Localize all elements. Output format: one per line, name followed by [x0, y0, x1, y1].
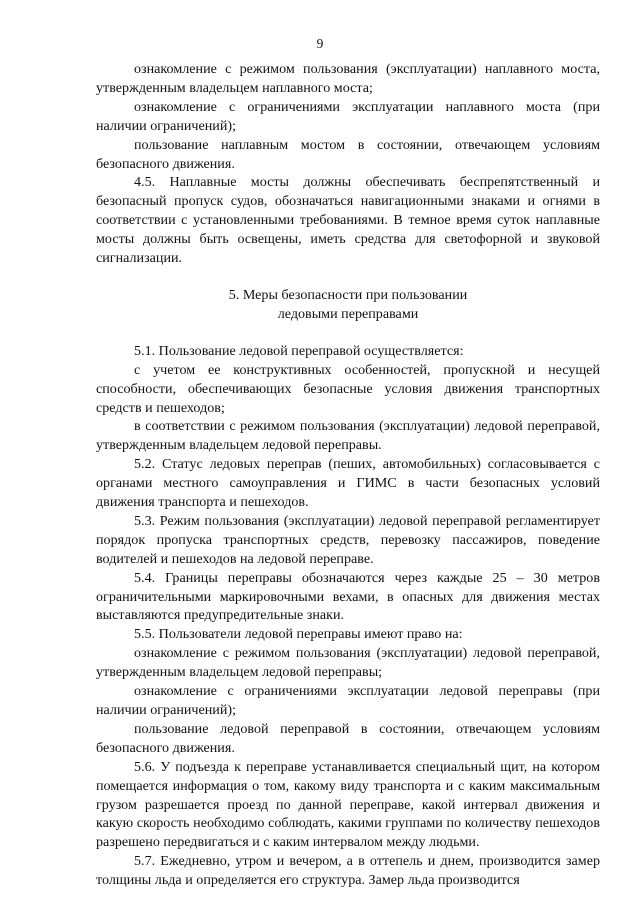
- paragraph: 5.7. Ежедневно, утром и вечером, а в оттепель и днем, производится замер толщины льда и определяется его структура. Замер льда производится: [96, 853, 600, 889]
- section-heading-line: ледовыми переправами: [277, 305, 419, 322]
- paragraph: пользование наплавным мостом в состоянии, отвечающем условиям безопасного движения.: [96, 136, 600, 172]
- paragraph: ознакомление с ограничениями эксплуатации наплавного моста (при наличии ограничений);: [96, 98, 600, 134]
- paragraph: 5.1. Пользование ледовой переправой осуществляется:: [134, 342, 464, 359]
- paragraph: ознакомление с ограничениями эксплуатации ледовой переправы (при наличии ограничений);: [96, 683, 600, 718]
- paragraph: с учетом ее конструктивных особенностей, пропускной и несущей способности, обеспечивающих безопасные условия движения транспортных средств и пешеходов;: [96, 361, 600, 416]
- paragraph: пользование ледовой переправой в состоянии, отвечающем условиям безопасного движения.: [96, 720, 600, 756]
- paragraph: 5.4. Границы переправы обозначаются через каждые 25 – 30 метров ограничительными маркировочными вехами, в опасных для движения местах выставляются предупредительные знаки.: [96, 569, 600, 624]
- paragraph: 5.3. Режим пользования (эксплуатации) ледовой переправой регламентирует порядок пропуска транспортных средств, перевозку пассажиров, поведение водителей и пешеходов на ледовой переправе.: [96, 512, 600, 567]
- paragraph: 4.5. Наплавные мосты должны обеспечивать беспрепятственный и безопасный пропуск судов, обозначаться навигационными знаками и огнями в соответствии с установленными требованиями. В темное время суток наплавные мосты должны быть освещены, иметь средства для светофорной и звуковой сигнализации.: [96, 174, 600, 267]
- paragraph: ознакомление с режимом пользования (эксплуатации) наплавного моста, утвержденным владельцем наплавного моста;: [96, 61, 600, 96]
- section-heading: [96, 286, 600, 324]
- document-body: [96, 60, 600, 890]
- paragraph: ознакомление с режимом пользования (эксплуатации) ледовой переправой, утвержденным владельцем ледовой переправы;: [96, 645, 600, 681]
- paragraph: 5.2. Статус ледовых переправ (пеших, автомобильных) согласовывается с органами местного самоуправления и ГИМС в части безопасных условий движения транспорта и пешеходов.: [96, 456, 600, 511]
- paragraph: 5.5. Пользователи ледовой переправы имеют право на:: [134, 626, 463, 643]
- paragraph: в соответствии с режимом пользования (эксплуатации) ледовой переправой, утвержденным владельцем ледовой переправы.: [96, 418, 600, 454]
- section-heading-line: 5. Меры безопасности при пользовании: [228, 286, 468, 303]
- page-number: 9: [316, 36, 324, 51]
- paragraph: 5.6. У подъезда к переправе устанавливается специальный щит, на котором помещается информация о том, какому виду транспорта и с каким максимальным грузом разрешается проезд по данной переправе, какой интервал движения и какую скорость необходимо соблюдать, какими группами по количеству пешеходов разрешено передвигаться и с каким интервалом между людьми.: [96, 758, 600, 851]
